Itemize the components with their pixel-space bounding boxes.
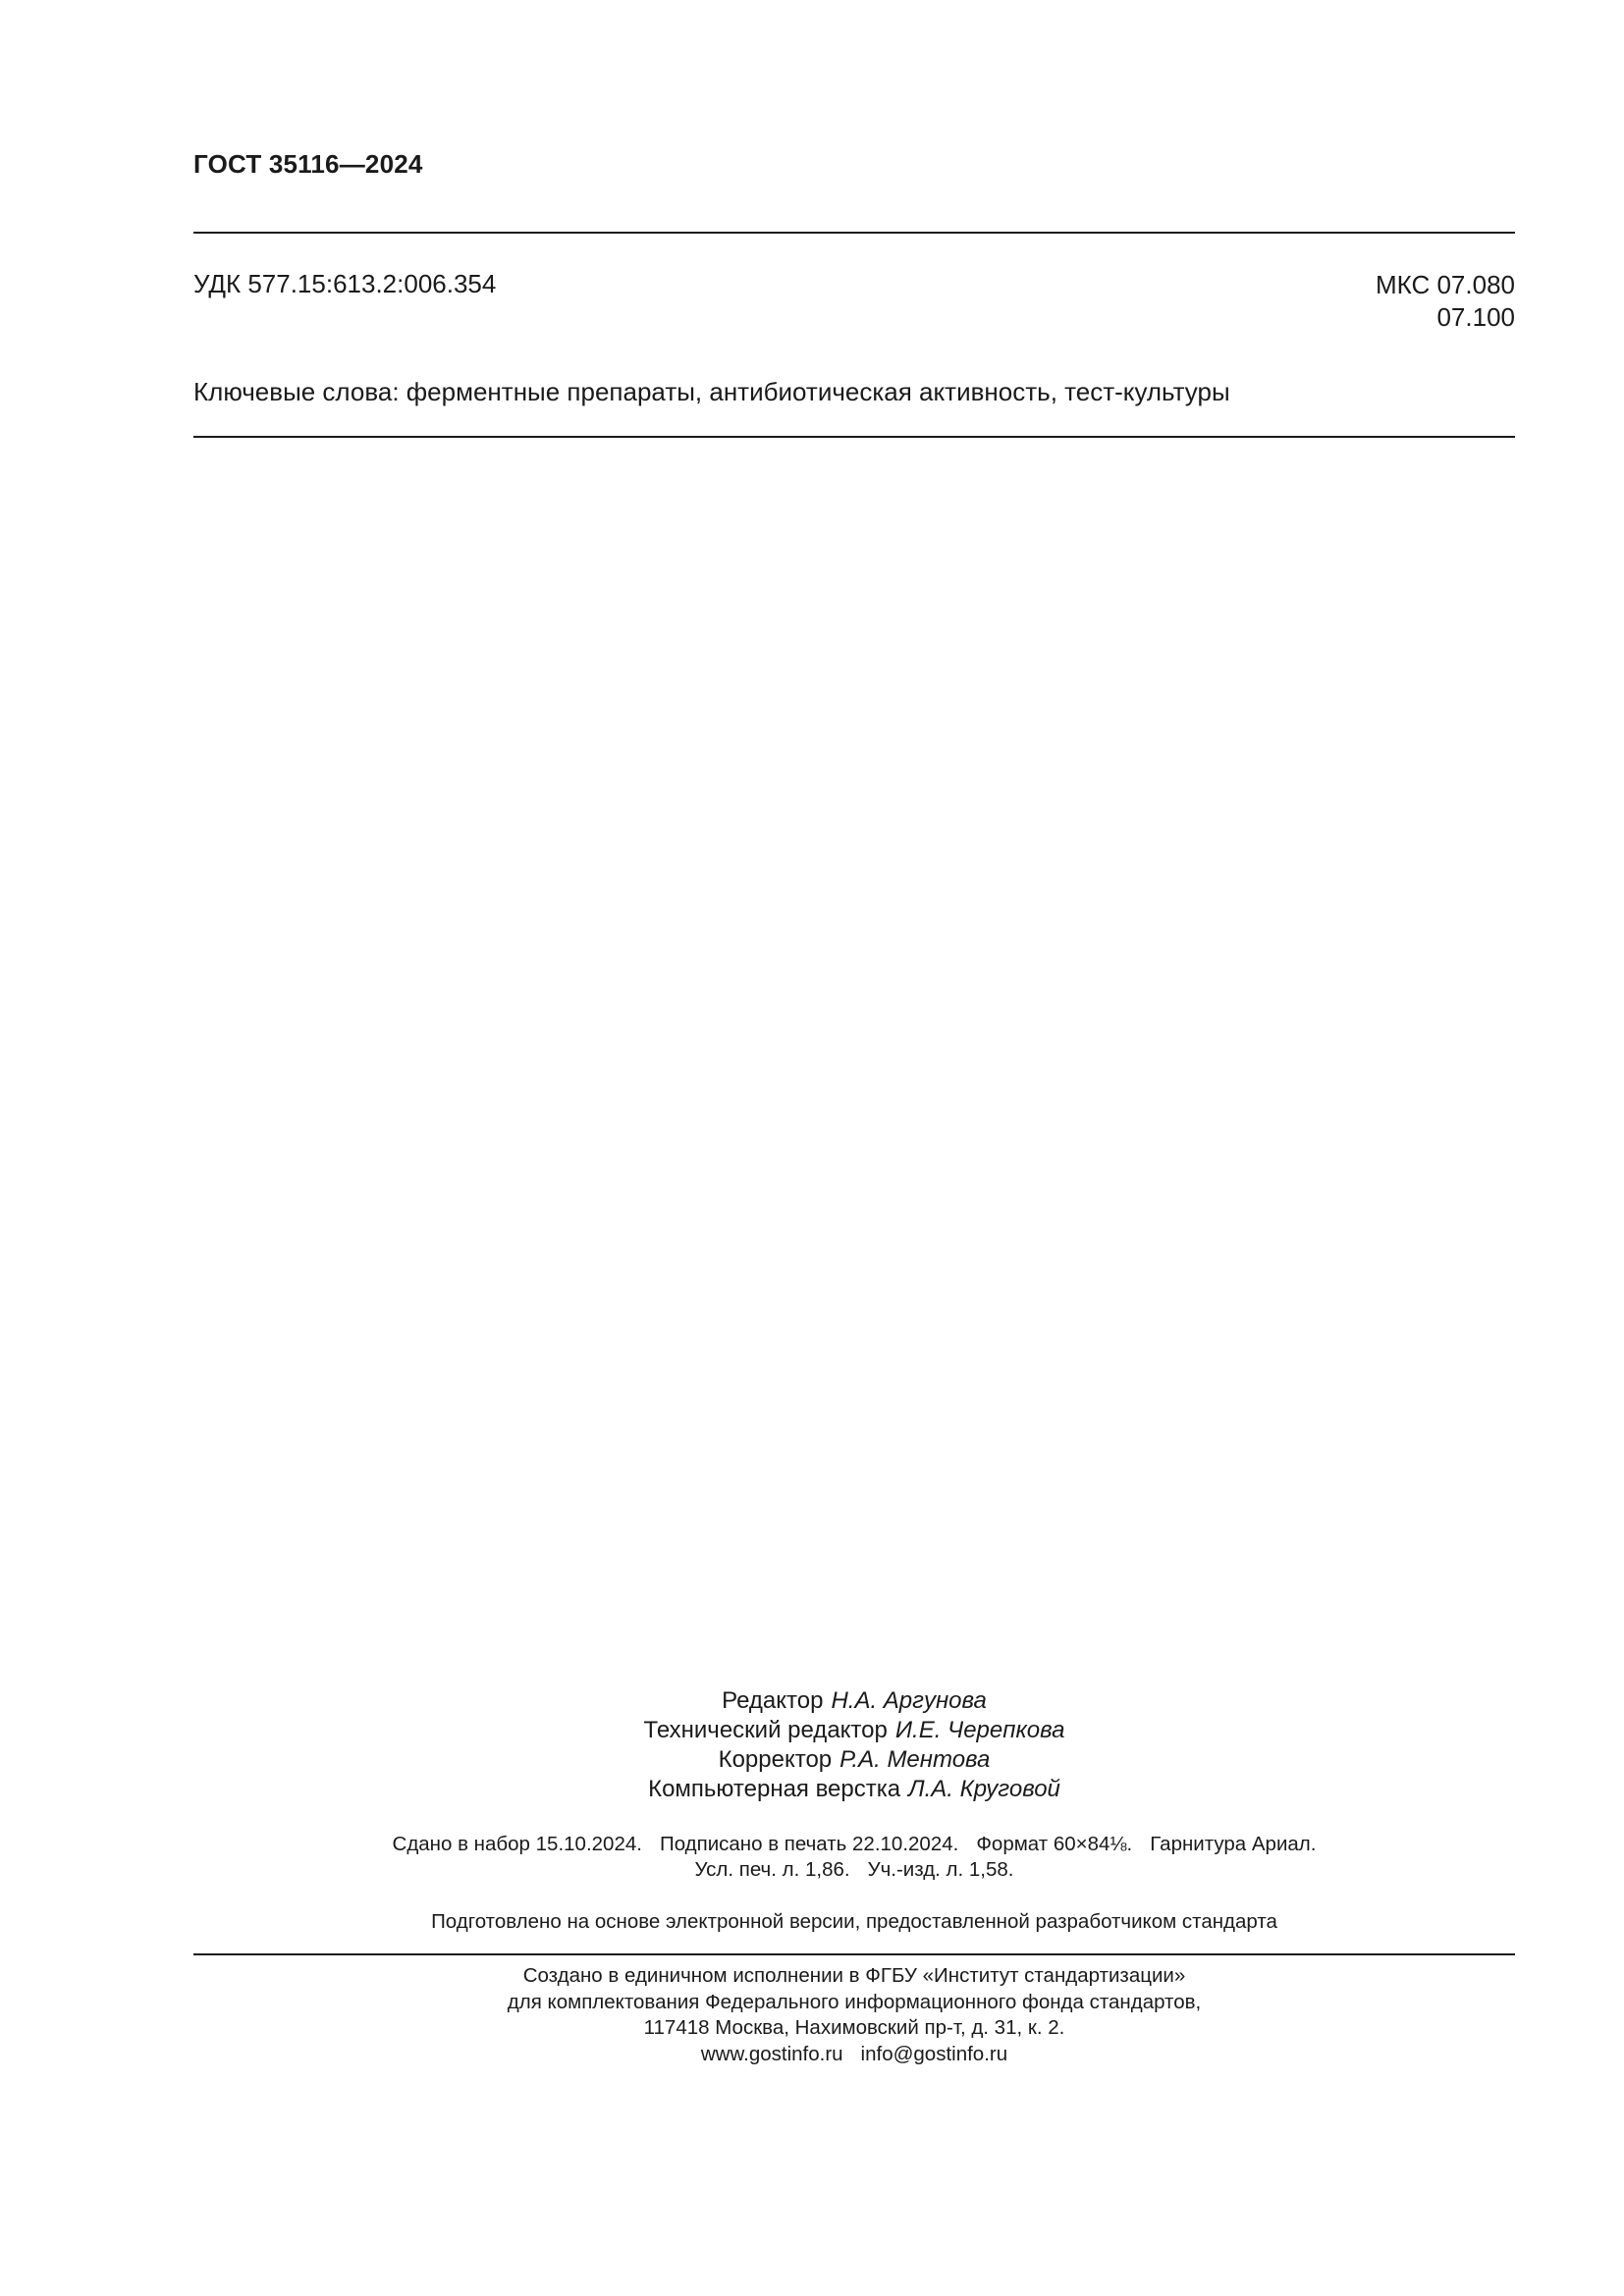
website-link[interactable]: www.gostinfo.ru	[700, 2042, 843, 2065]
print-info	[193, 1832, 1515, 1883]
credit-role: Редактор	[722, 1687, 824, 1714]
mks-code-1: МКС 07.080	[1375, 270, 1515, 299]
document-code: ГОСТ 35116—2024	[193, 149, 423, 179]
print-info-line-1	[193, 1832, 1515, 1857]
credit-role: Технический редактор	[643, 1717, 888, 1743]
email-link[interactable]: info@gostinfo.ru	[860, 2042, 1008, 2065]
publisher-line-2: для комплектования Федерального информационного фонда стандартов,	[507, 1990, 1202, 2013]
credit-editor	[193, 1686, 1515, 1716]
credit-name: И.Е. Черепкова	[894, 1717, 1065, 1743]
prepared-note: Подготовлено на основе электронной версии, предоставленной разработчиком стандарта	[431, 1910, 1277, 1933]
top-divider	[193, 232, 1515, 234]
keywords-line: Ключевые слова: ферментные препараты, антибиотическая активность, тест-культуры	[193, 377, 1230, 406]
mks-codes	[1376, 269, 1515, 334]
publisher-contacts	[193, 2042, 1515, 2068]
credit-name: Р.А. Ментова	[839, 1746, 991, 1773]
editorial-credits	[193, 1686, 1515, 1804]
credit-role: Компьютерная верстка	[648, 1776, 901, 1802]
publisher-line-1: Создано в единичном исполнении в ФГБУ «Институт стандартизации»	[522, 1964, 1186, 1987]
print-info-line-2	[193, 1857, 1515, 1883]
publisher-info	[193, 1963, 1515, 2067]
submitted-date: Сдано в набор 15.10.2024.	[392, 1833, 642, 1855]
mks-code-2: 07.100	[1436, 302, 1515, 332]
paper-format: Формат 60×84⅛.	[976, 1833, 1133, 1855]
bottom-divider	[193, 1953, 1515, 1955]
credit-name: Л.А. Круговой	[908, 1776, 1060, 1802]
typeface: Гарнитура Ариал.	[1150, 1833, 1317, 1855]
signed-date: Подписано в печать 22.10.2024.	[659, 1833, 959, 1855]
keywords-divider	[193, 436, 1515, 438]
credit-role: Корректор	[718, 1746, 833, 1773]
credit-proofreader	[193, 1745, 1515, 1775]
credit-name: Н.А. Аргунова	[831, 1687, 987, 1714]
credit-technical-editor	[193, 1716, 1515, 1745]
credit-layout	[193, 1775, 1515, 1804]
udk-code: УДК 577.15:613.2:006.354	[193, 269, 497, 298]
publisher-address: 117418 Москва, Нахимовский пр-т, д. 31, к. 2.	[643, 2016, 1065, 2039]
publisher-sheets: Уч.-изд. л. 1,58.	[867, 1858, 1014, 1881]
print-sheets: Усл. печ. л. 1,86.	[694, 1858, 850, 1881]
